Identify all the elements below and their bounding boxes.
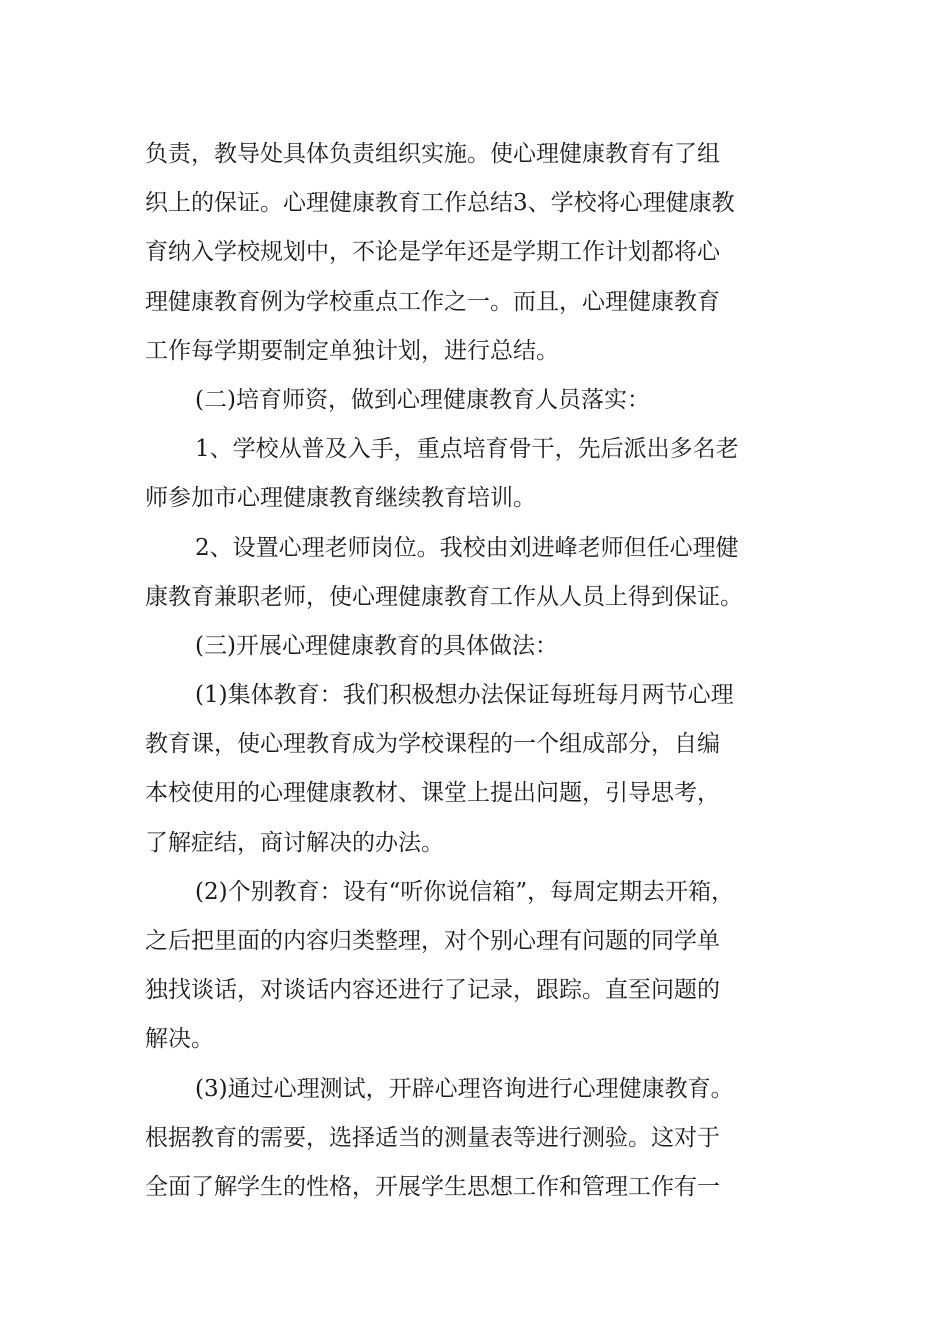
text-line: 解决。 (145, 1026, 214, 1053)
text-line: (2)个别教育：设有“听你说信箱”，每周定期去开箱， (195, 878, 735, 905)
text-line: 工作每学期要制定单独计划，进行总结。 (145, 337, 559, 364)
text-line: (1)集体教育：我们积极想办法保证每班每月两节心理 (195, 682, 734, 709)
text-line: 根据教育的需要，选择适当的测量表等进行测验。这对于 (145, 1124, 720, 1151)
text-line: 育纳入学校规划中，不论是学年还是学期工作计划都将心 (145, 239, 720, 266)
text-line: 全面了解学生的性格，开展学生思想工作和管理工作有一 (145, 1173, 720, 1200)
text-line: (三)开展心理健康教育的具体做法： (195, 632, 558, 659)
document-body (145, 130, 805, 1212)
text-line: 了解症结，商讨解决的办法。 (145, 829, 444, 856)
text-line: 本校使用的心理健康教材、课堂上提出问题，引导思考， (145, 780, 720, 807)
text-line: 理健康教育例为学校重点工作之一。而且，心理健康教育 (145, 288, 720, 315)
text-line: 康教育兼职老师，使心理健康教育工作从人员上得到保证。 (145, 583, 743, 610)
text-line: 负责，教导处具体负责组织实施。使心理健康教育有了组 (145, 141, 720, 167)
text-line: 之后把里面的内容归类整理，对个别心理有问题的同学单 (145, 928, 720, 954)
text-line: (3)通过心理测试，开辟心理咨询进行心理健康教育。 (195, 1075, 734, 1102)
text-line: 师参加市心理健康教育继续教育培训。 (145, 485, 536, 512)
text-line: 2、设置心理老师岗位。我校由刘进峰老师但任心理健 (195, 534, 739, 561)
text-line: 独找谈话，对谈话内容还进行了记录，跟踪。直至问题的 (145, 977, 720, 1004)
text-line: 教育课，使心理教育成为学校课程的一个组成部分，自编 (145, 731, 720, 758)
text-line: 1、学校从普及入手，重点培育骨干，先后派出多名老 (195, 436, 739, 463)
text-line: 织上的保证。心理健康教育工作总结3、学校将心理健康教 (145, 190, 735, 217)
text-line: (二)培育师资，做到心理健康教育人员落实： (195, 386, 650, 413)
